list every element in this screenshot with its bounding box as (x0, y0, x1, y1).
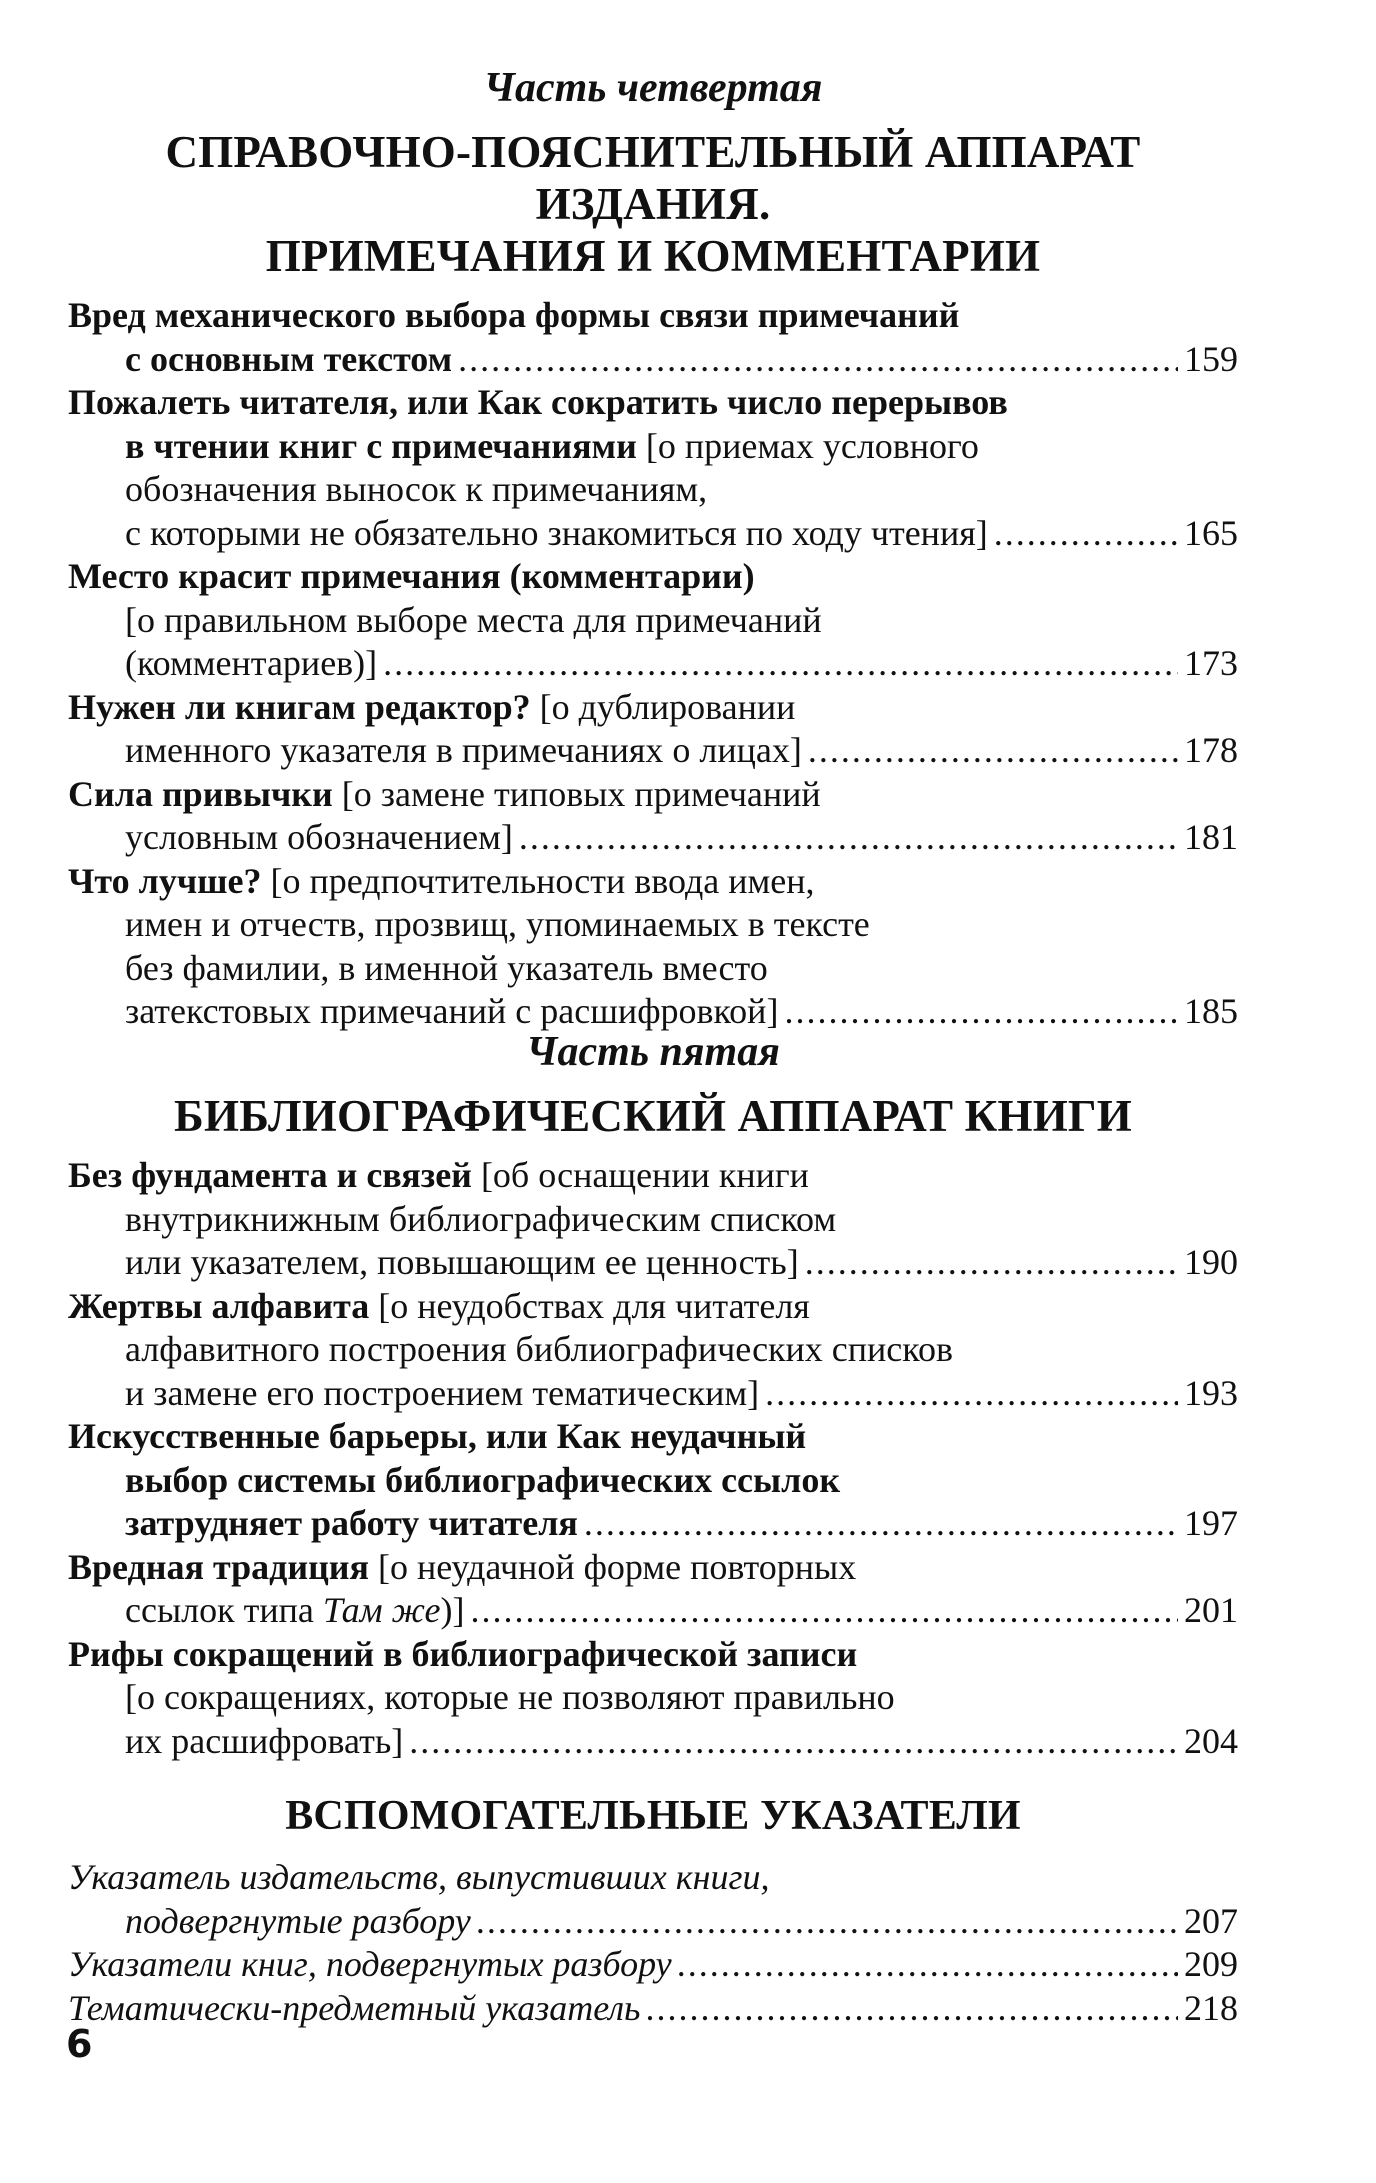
entry-line (68, 686, 1238, 730)
entry-line: Указатель издательств, выпустивших книги, (68, 1857, 770, 1897)
leader-dots (458, 338, 1178, 382)
entry-text-part: ссылок типа (125, 1590, 323, 1630)
entry-note-text: [об оснащении книги (471, 1155, 809, 1195)
entry-text: и замене его построением тематическим] (125, 1372, 760, 1413)
entry-line (68, 1546, 1238, 1590)
entry-line (68, 1285, 1238, 1329)
indexes-entries (68, 1856, 1238, 2030)
entry-last-line (68, 1241, 1238, 1285)
entry-text: именного указателя в примечаниях о лицах] (125, 730, 802, 770)
entry-bold-text: Без фундамента и связей (68, 1155, 472, 1195)
toc-entry[interactable] (68, 1987, 1238, 2031)
entry-last-line (68, 1502, 1238, 1546)
entry-text: (комментариев)] (125, 643, 378, 683)
entry-last-line (68, 816, 1238, 860)
entry-line: алфавитного построения библиографических списков (125, 1329, 953, 1369)
entry-last-line (68, 1943, 1238, 1987)
entry-last-line (68, 1720, 1238, 1764)
leader-dots (646, 1987, 1178, 2031)
toc-entry[interactable] (68, 773, 1238, 860)
leader-dots (471, 1589, 1178, 1633)
toc-entry[interactable] (68, 1546, 1238, 1633)
page-ref: 218 (1184, 1987, 1238, 2028)
part-four-entries (68, 294, 1238, 1034)
entry-text (125, 1589, 465, 1633)
entry-line: Рифы сокращений в библиографической записи (68, 1633, 858, 1674)
entry-line: имен и отчеств, прозвищ, упоминаемых в тексте (125, 904, 870, 944)
entry-last-line (68, 990, 1238, 1034)
page-ref: 185 (1184, 991, 1238, 1031)
indexes-section (68, 1790, 1238, 2030)
entry-text: Тематически-предметный указатель (68, 1987, 641, 2028)
entry-line (68, 773, 1238, 817)
part-four-title-line2: ПРИМЕЧАНИЯ И КОММЕНТАРИИ (265, 231, 1041, 281)
toc-entry[interactable] (68, 1154, 1238, 1285)
page-ref: 207 (1184, 1900, 1238, 1941)
page-number: 6 (66, 2022, 93, 2066)
page-ref: 165 (1184, 512, 1238, 553)
entry-last-line (68, 729, 1238, 773)
entry-bold-text: в чтении книг с примечаниями (125, 425, 637, 466)
entry-bold-text: Сила привычки (68, 773, 333, 814)
page-ref: 181 (1184, 817, 1238, 857)
entry-line: Искусственные барьеры, или Как неудачный (68, 1416, 807, 1456)
entry-text: затекстовых примечаний с расшифровкой] (125, 991, 779, 1031)
entry-note-text: [о дублировании (530, 686, 796, 727)
entry-last-line (68, 1372, 1238, 1416)
entry-text-part: )] (440, 1590, 465, 1630)
entry-bold-text: Что лучше? (68, 860, 262, 901)
leader-dots (805, 1241, 1178, 1285)
toc-entry[interactable] (68, 860, 1238, 1034)
entry-line (68, 860, 1238, 904)
page-ref: 178 (1184, 730, 1238, 770)
page-ref: 173 (1184, 643, 1238, 683)
entry-note-text: [о приемах условного (636, 425, 979, 466)
entry-last-line (68, 642, 1238, 686)
leader-dots (808, 729, 1178, 773)
entry-line: выбор системы библиографических ссылок (125, 1459, 841, 1500)
entry-last-line (68, 1987, 1238, 2031)
entry-bold-text: Нужен ли книгам редактор? (68, 686, 531, 727)
entry-last-line (68, 1900, 1238, 1944)
page-ref: 159 (1184, 338, 1238, 379)
leader-dots (409, 1720, 1178, 1764)
page-ref: 190 (1184, 1242, 1238, 1282)
part-four-label: Часть четвертая (483, 65, 823, 111)
entry-line: обозначения выносок к примечаниям, (125, 469, 708, 509)
page-ref: 204 (1184, 1720, 1238, 1761)
entry-line: Место красит примечания (комментарии) (68, 556, 755, 596)
leader-dots (678, 1943, 1178, 1987)
entry-bold-text: Жертвы алфавита (68, 1285, 370, 1326)
toc-entry[interactable] (68, 555, 1238, 686)
entry-text: их расшифровать] (125, 1720, 404, 1761)
entry-line: внутрикнижным библиографическим списком (125, 1198, 837, 1239)
leader-dots (584, 1502, 1178, 1546)
toc-entry[interactable] (68, 1285, 1238, 1416)
entry-note-text: [о замене типовых примечаний (332, 773, 821, 814)
entry-line: Пожалеть читателя, или Как сократить число перерывов (68, 382, 1008, 422)
entry-last-line (68, 338, 1238, 382)
entry-text: подвергнутые разбору (125, 1900, 471, 1941)
leader-dots (994, 512, 1178, 556)
entry-text: Указатели книг, подвергнутых разбору (68, 1944, 672, 1984)
page-ref: 193 (1184, 1372, 1238, 1413)
entry-text: с основным текстом (125, 338, 453, 379)
toc-entry[interactable] (68, 1943, 1238, 1987)
entry-italic-text: Там же (322, 1590, 441, 1630)
entry-text: затрудняет работу читателя (125, 1503, 578, 1543)
part-five-section (68, 1028, 1238, 1763)
entry-line: [о правильном выборе места для примечаний (125, 599, 822, 640)
part-five-label: Часть пятая (526, 1029, 780, 1075)
part-five-title: БИБЛИОГРАФИЧЕСКИЙ АППАРАТ КНИГИ (174, 1091, 1132, 1141)
entry-line: без фамилии, в именной указатель вместо (125, 947, 768, 988)
toc-entry[interactable] (68, 1856, 1238, 1943)
toc-entry[interactable] (68, 1633, 1238, 1764)
part-four-title-line1: СПРАВОЧНО-ПОЯСНИТЕЛЬНЫЙ АППАРАТ ИЗДАНИЯ. (165, 127, 1141, 229)
entry-last-line (68, 1589, 1238, 1633)
entry-text: условным обозначением] (125, 817, 513, 857)
leader-dots (519, 816, 1178, 860)
page-ref: 197 (1184, 1503, 1238, 1543)
leader-dots (784, 990, 1178, 1034)
toc-entry[interactable] (68, 686, 1238, 773)
entry-note-text: [о предпочтительности ввода имен, (261, 860, 815, 901)
indexes-title: ВСПОМОГАТЕЛЬНЫЕ УКАЗАТЕЛИ (285, 1793, 1021, 1839)
page-ref: 201 (1184, 1590, 1238, 1630)
entry-line: Вред механического выбора формы связи примечаний (68, 295, 960, 335)
entry-note-text: [о неудачной форме повторных (369, 1546, 857, 1587)
entry-line (68, 1154, 1238, 1198)
part-five-entries (68, 1154, 1238, 1763)
entry-text: с которыми не обязательно знакомиться по ходу чтения] (125, 512, 988, 553)
toc-entry[interactable] (68, 294, 1238, 381)
toc-entry[interactable] (68, 1415, 1238, 1546)
entry-line (68, 425, 1238, 469)
page-ref: 209 (1184, 1944, 1238, 1984)
entry-line: [о сокращениях, которые не позволяют правильно (125, 1677, 895, 1717)
entry-note-text: [о неудобствах для читателя (369, 1285, 810, 1326)
leader-dots (383, 642, 1178, 686)
entry-last-line (68, 512, 1238, 556)
entry-bold-text: Вредная традиция (68, 1546, 370, 1587)
toc-entry[interactable] (68, 381, 1238, 555)
leader-dots (477, 1900, 1178, 1944)
entry-text: или указателем, повышающим ее ценность] (125, 1242, 799, 1282)
part-four-section (68, 64, 1238, 1034)
leader-dots (765, 1372, 1178, 1416)
